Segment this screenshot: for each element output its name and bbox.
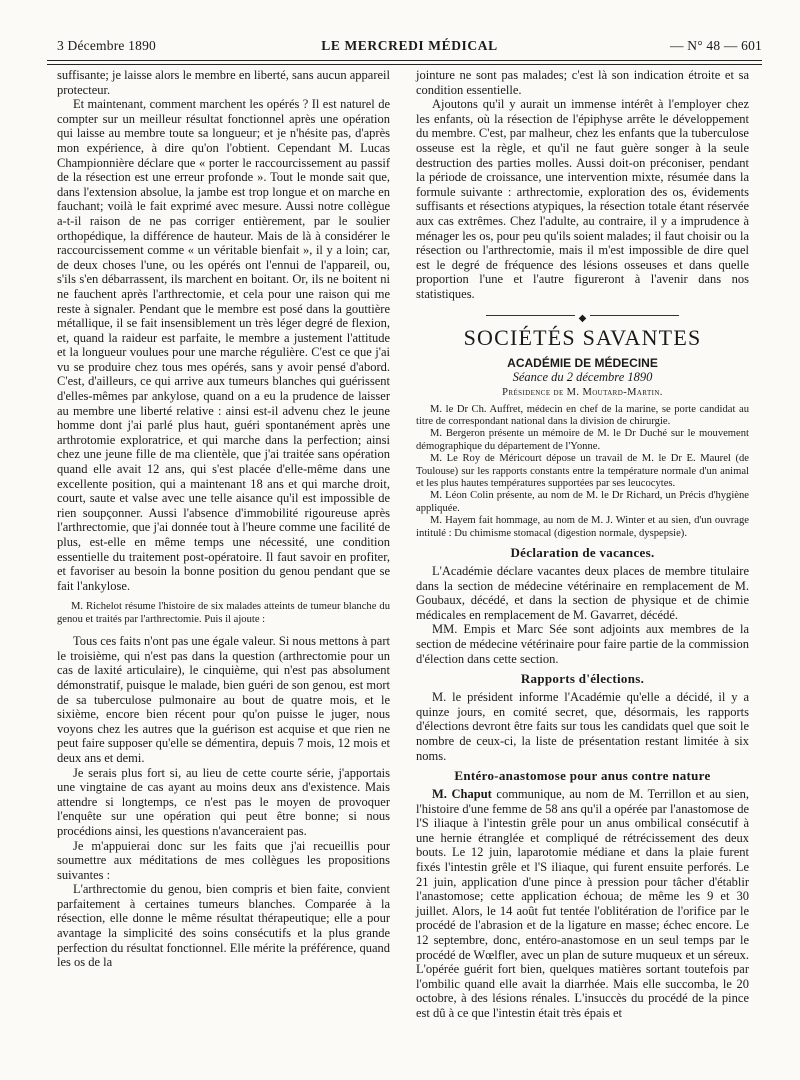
session-notices xyxy=(416,404,749,540)
academy-heading: ACADÉMIE DE MÉDECINE xyxy=(507,355,658,370)
issue-number: — N° 48 — 601 xyxy=(670,38,762,53)
left-column xyxy=(57,68,390,970)
editorial-note xyxy=(57,601,390,626)
subheading-entero-anastomosis: Entéro-anastomose pour anus contre nature xyxy=(454,768,711,784)
paragraph: Tous ces faits n'ont pas une égale valeur. Si nous mettons à part le troisième, qui n'est pas dans la question (arthrectomie pour un cas de laxité articulaire), le cinquième, qui n'est pas absolument démonstratif, puisque le malade, bien guéri de son genou, est mort de sa tuberculose pulmonaire au bout de quatre mois, et le sixième, encore bien récent pour qu'on puisse le juger, nous voyons chez les autres que la guérison est acquise et que rien ne peut faire supposer qu'elle se démentira, depuis 7 mois, 12 mois et deux ans et demi. xyxy=(57,634,390,765)
journal-title: LE MERCREDI MÉDICAL xyxy=(321,38,498,53)
notice-item: M. Bergeron présente un mémoire de M. le Dr Duché sur le mouvement démographique du département de l'Yonne. xyxy=(416,428,749,452)
header-rule-thin xyxy=(47,64,762,65)
notice-item: M. Le Roy de Méricourt dépose un travail de M. le Dr E. Maurel (de Toulouse) sur les rapports constants entre la température normale d'un animal et les plus hautes températures supportées par ses leucocytes. xyxy=(416,453,749,489)
right-column xyxy=(416,68,749,1021)
paragraph: M. le président informe l'Académie qu'elle a décidé, il y a quinze jours, en comité secret, que, désormais, les rapports d'élections devront être faits sur tous les candidats quel que soit le nombre de ceux-ci, la liste de présentation restant limitée à six noms. xyxy=(416,690,749,763)
paragraph: Et maintenant, comment marchent les opérés ? Il est naturel de compter sur un meilleur résultat fonctionnel après une opération qui laisse au membre toute sa longueur; et je n'hésite pas, d'après mon expérience, à dire qu'on l'obtient. Cependant M. Lucas Championnière déclare que « porter le raccourcissement au passif de la résection est une erreur profonde ». Tout le monde sait que, dans l'extension absolue, la jambe est trop longue et on marche en fauchant; voilà le fait exprimé avec mesure. Aussi notre collègue a-t-il raison de ne pas corriger entièrement, par le soulier orthopédique, la différence de hauteur. Mais de là à considérer le raccourcissement comme « un véritable bienfait », il y a loin; car, de deux choses l'une, ou les opérés ont l'ennui de l'appareil, ou, s'ils s'en débarrassent, ils marchent en boitant. Or, ils ne boitent ni ne fauchent après l'arthrectomie, et cela pour une raison qui me reste à signaler. Pendant que le membre est posé dans la gouttière métallique, il se fait insensiblement un très léger degré de flexion, et, quand la raideur est parfaite, le membre a justement l'attitude et la longueur voulues pour une marche régulière. C'est ce que j'ai vu se produire chez tous mes opérés, sans y avoir pensé d'abord. C'est, d'ailleurs, ce qui arrive aux tumeurs blanches qui guérissent d'elles-mêmes par ankylose, quand on a eu la prudence de laisser au membre une liberté relative : ainsi est-il advenu chez le jeune homme dont j'ai parlé plus haut, guéri spontanément après une arthrotomie exploratrice, et qui marche dans la perfection; ainsi chez une jeune fille de ma clientèle, que j'ai traitée sans opération quand elle avait 12 ans, qui s'est placée d'elle-même dans une excellente position, qui a maintenant 18 ans et qui marche droit, court, saute et valse avec une telle aisance qu'il est impossible de rien soupçonner. Aussi l'absence d'immobilité rigoureuse après l'arthrectomie, que j'ai donnée tout à l'heure comme une facilité de plus, est-elle en même temps une nécessité, une condition essentielle du traitement post-opératoire. Il faut savoir en profiter, et favoriser au besoin la bonne position du genou pendant que se fait l'ankylose. xyxy=(57,97,390,593)
header-date: 3 Décembre 1890 xyxy=(57,38,156,53)
paragraph xyxy=(416,787,749,1021)
section-divider xyxy=(416,310,749,324)
notice-item: M. Léon Colin présente, au nom de M. le Dr Richard, un Précis d'hygiène appliquée. xyxy=(416,490,749,514)
paragraph: MM. Empis et Marc Sée sont adjoints aux membres de la section de médecine vétérinaire pour faire partie de la commission d'élection dans cette section. xyxy=(416,622,749,666)
diamond-ornament-icon: ◆ xyxy=(575,314,591,324)
paragraph: jointure ne sont pas malades; c'est là son indication étroite et sa condition essentielle. xyxy=(416,68,749,97)
notice-item: M. le Dr Ch. Auffret, médecin en chef de la marine, se porte candidat au titre de correspondant national dans la division de chirurgie. xyxy=(416,403,749,427)
note-text: M. Richelot résume l'histoire de six malades atteints de tumeur blanche du genou et traités par l'arthrectomie. Puis il ajoute : xyxy=(57,601,390,625)
running-header xyxy=(57,38,762,58)
header-rule xyxy=(47,60,762,61)
subheading-election-reports: Rapports d'élections. xyxy=(520,671,645,687)
paragraph: suffisante; je laisse alors le membre en liberté, sans aucun appareil protecteur. xyxy=(57,68,390,97)
section-title: SOCIÉTÉS SAVANTES xyxy=(463,324,702,350)
paragraph: Je serais plus fort si, au lieu de cette courte série, j'apportais une vingtaine de cas ayant au moins deux ans d'existence. Mais attendre si longtemps, ce n'est pas le moyen de provoquer l'enquête sur une opération qui peut être bonne; si nous procédions ainsi, les questions n'avanceraient pas. xyxy=(57,765,390,838)
subheading-vacancies: Déclaration de vacances. xyxy=(510,544,655,560)
paragraph: L'arthrectomie du genou, bien compris et bien faite, convient parfaitement à certaines tumeurs blanches. Comparée à la résection, elle donne le même résultat thérapeutique; elle a pour avantage la simplicité des soins consécutifs et la plus grande perfection du résultat fonctionnel. Elle mérite la préférence, quand les os de la xyxy=(57,882,390,970)
paragraph-body: communique, au nom de M. Terrillon et au sien, l'histoire d'une femme de 58 ans qu'il a opérée par l'anastomose de l'S iliaque à l'intestin grêle pour un anus ombilical consécutif à une hernie étranglée et compliqué de rétrécissement des deux bouts. Le 12 juin, laparotomie médiane et dans la plaie furent fixés l'intestin grêle et l'S iliaque, qui furent ensuite perforés. Le 21 juin, application d'une pince à pression pour tâcher d'établir l'anastomose; cette application échoua; de même les 9 et 30 juillet. Alors, le 14 août fut tentée l'oblitération de l'orifice par le procédé de l'abrasion et de la ligature en masse; échec encore. Le 12 septembre, donc, entéro-anastomose en un seul temps par le procédé de Wœlfler, avec un plan de suture muqueux et un séreux. L'opérée guérit fort bien, quelques matières sortant toutefois par l'ombilic quand elle avait la diarrhée. Mais elle succomba, le 20 octobre, à des lésions rénales. L'insuccès du procédé de la pince est dû à ce que l'intestin était très épais et xyxy=(416,787,749,1020)
session-date: Séance du 2 décembre 1890 xyxy=(512,369,653,384)
notice-item: M. Hayem fait hommage, au nom de M. J. Winter et au sien, d'un ouvrage intitulé : Du chimisme stomacal (digestion normale, dyspepsie). xyxy=(416,515,749,539)
speaker-name: M. Chaput xyxy=(432,787,492,802)
paragraph: Je m'appuierai donc sur les faits que j'ai recueillis pour soumettre aux méditations de mes collègues les propositions suivantes : xyxy=(57,838,390,882)
paragraph: Ajoutons qu'il y aurait un immense intérêt à l'employer chez les enfants, où la résection de l'épiphyse arrête le développement du membre. C'est, par malheur, chez les enfants que la tuberculose osseuse est la règle, et qu'il ne faut guère songer à la seule destruction des parties molles. Aussi doit-on préconiser, pendant la période de croissance, une intervention mixte, résumée dans la formule suivante : arthrectomie, exploration des os, évidements suffisants et résections atypiques, la résection totale étant réservée aux cas extrêmes. Chez l'adulte, au contraire, il y a imprudence à ménager les os, pour peu qu'ils soient malades; il faut choisir ou la résection ou l'arthrectomie, mais il m'est impossible de dire quel est le degré de fréquence des lésions osseuses et dans quelle proportion l'une et l'autre figureront à l'avenir dans nos statistiques. xyxy=(416,97,749,301)
presidency-line: Présidence de M. Moutard-Martin. xyxy=(502,386,663,398)
paragraph: L'Académie déclare vacantes deux places de membre titulaire dans la section de médecine vétérinaire en remplacement de M. Goubaux, décédé, et dans la section de physique et de chimie médicales en remplacement de M. Gavarret, décédé. xyxy=(416,563,749,622)
